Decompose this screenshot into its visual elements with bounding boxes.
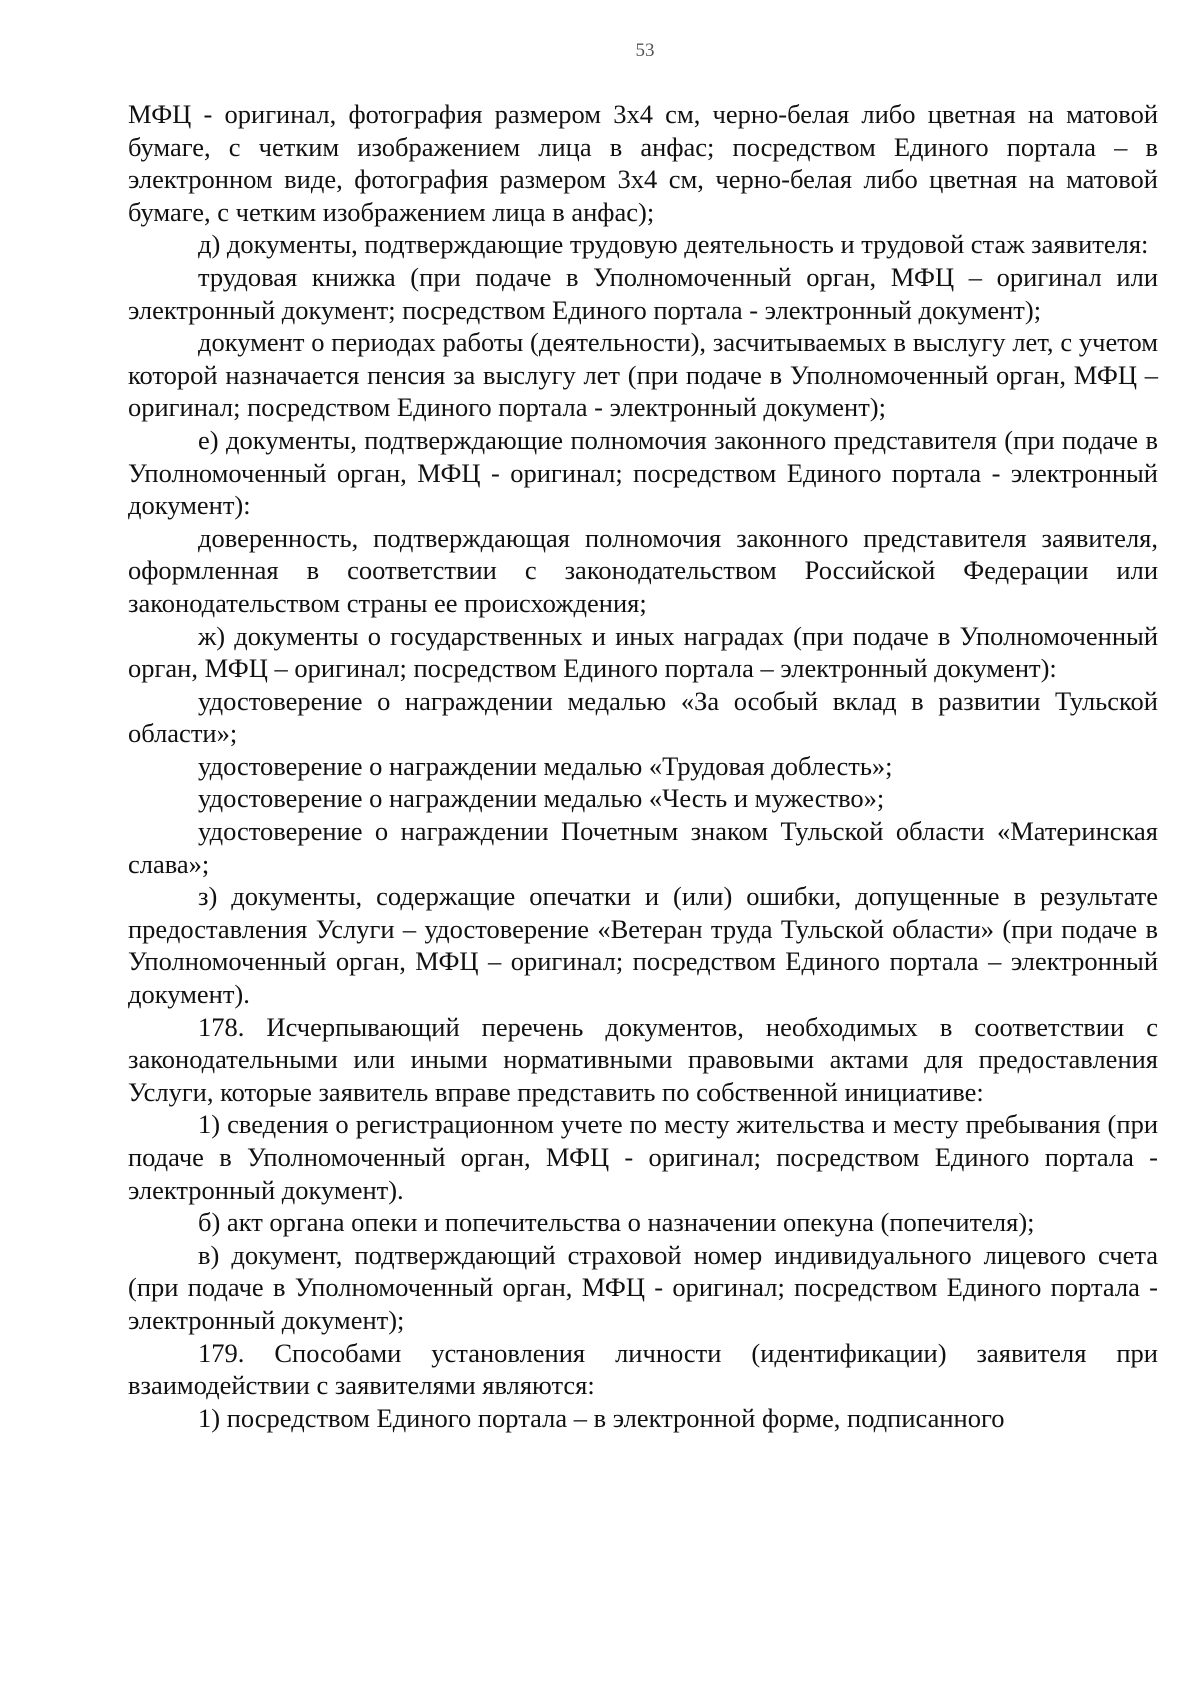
paragraph: в) документ, подтверждающий страховой номер индивидуального лицевого счета (при подаче в Уполномоченный орган, МФЦ - оригинал; посредством Единого портала - электронный документ); xyxy=(128,1239,1158,1335)
paragraph: удостоверение о награждении Почетным знаком Тульской области «Материнская слава»; xyxy=(128,816,1158,879)
document-body xyxy=(128,98,1158,1434)
paragraph: з) документы, содержащие опечатки и (или) ошибки, допущенные в результате предоставления Услуги – удостоверение «Ветеран труда Тульской области» (при подаче в Уполномоченный орган, МФЦ – оригинал; посредством Единого портала – электронный документ). xyxy=(128,881,1158,1010)
paragraph: трудовая книжка (при подаче в Уполномоченный орган, МФЦ – оригинал или электронный документ; посредством Единого портала - электронный документ); xyxy=(128,261,1158,325)
paragraph: удостоверение о награждении медалью «За особый вклад в развитии Тульской области»; xyxy=(128,685,1158,749)
paragraph: документ о периодах работы (деятельности), засчитываемых в выслугу лет, с учетом которой назначается пенсия за выслугу лет (при подаче в Уполномоченный орган, МФЦ – оригинал; посредством Единого портала - электронный документ); xyxy=(128,327,1158,423)
paragraph: 1) сведения о регистрационном учете по месту жительства и месту пребывания (при подаче в Уполномоченный орган, МФЦ - оригинал; посредством Единого портала - электронный документ). xyxy=(128,1109,1158,1205)
paragraph: д) документы, подтверждающие трудовую деятельность и трудовой стаж заявителя: xyxy=(198,229,1149,260)
paragraph: удостоверение о награждении медалью «Честь и мужество»; xyxy=(198,783,885,814)
paragraph: удостоверение о награждении медалью «Трудовая доблесть»; xyxy=(198,750,893,781)
paragraph: 179. Способами установления личности (идентификации) заявителя при взаимодействии с заявителями являются: xyxy=(128,1337,1158,1401)
paragraph: б) акт органа опеки и попечительства о назначении опекуна (попечителя); xyxy=(198,1207,1035,1238)
paragraph: доверенность, подтверждающая полномочия законного представителя заявителя, оформленная в соответствии с законодательством Российской Федерации или законодательством страны ее происхождения; xyxy=(128,522,1158,618)
paragraph: е) документы, подтверждающие полномочия законного представителя (при подаче в Уполномоченный орган, МФЦ - оригинал; посредством Единого портала - электронный документ): xyxy=(128,424,1158,521)
paragraph: ж) документы о государственных и иных наградах (при подаче в Уполномоченный орган, МФЦ – оригинал; посредством Единого портала – электронный документ): xyxy=(128,620,1158,684)
paragraph: МФЦ - оригинал, фотография размером 3x4 см, черно-белая либо цветная на матовой бумаге, с четким изображением лица в анфас; посредством Единого портала – в электронном виде, фотография размером 3x4 см, черно-белая либо цветная на матовой бумаге, с четким изображением лица в анфас); xyxy=(128,99,1158,227)
paragraph: 178. Исчерпывающий перечень документов, необходимых в соответствии с законодательными или иными нормативными правовыми актами для предоставления Услуги, которые заявитель вправе представить по собственной инициативе: xyxy=(128,1011,1158,1107)
page-number: 53 xyxy=(635,40,655,61)
paragraph: 1) посредством Единого портала – в электронной форме, подписанного xyxy=(198,1402,1005,1433)
